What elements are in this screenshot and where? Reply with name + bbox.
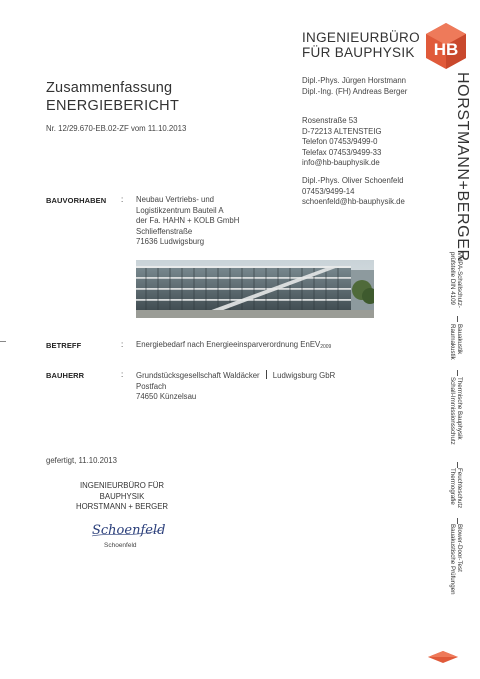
contact-name: Dipl.-Phys. Oliver Schoenfeld [302,176,404,185]
service-3: Thermische Bauphysik Schall-Immissionsschutz [448,377,463,445]
bauvorhaben-line: der Fa. HAHN + KOLB GmbH [136,216,240,225]
address-phone: Telefon 07453/9499-0 [302,137,378,146]
bauherr-line2: Postfach [136,381,167,391]
signature-firm-line2: HORSTMANN + BERGER [75,502,169,511]
service-5: Blower-Door-Test Bauakustische Prüfungen [448,524,463,595]
firm-name [302,30,420,60]
firm-name-line1: INGENIEURBÜRO [302,30,420,45]
partner-1: Dipl.-Phys. Jürgen Horstmann [302,76,406,85]
bauherr-line3: 74650 Künzelsau [136,392,197,401]
betreff-value [136,340,331,353]
building-photo [136,260,374,318]
bauvorhaben-label: BAUVORHABEN [46,196,107,205]
document-reference: Nr. 12/29.670-EB.02-ZF vom 11.10.2013 [46,124,187,133]
signature-script: Schoenfeld [92,523,166,538]
service-divider [457,316,458,322]
hb-logo-icon [424,22,468,70]
signer-name: Schoenfeld [104,542,137,549]
brand-vertical: HORSTMANN+BERGER [454,72,471,262]
handwritten-signature [90,518,170,540]
bauherr-label: BAUHERR [46,371,85,380]
logo-letters: HB [433,40,459,59]
signature-firm [58,481,186,513]
address-block [302,116,382,169]
address-email[interactable]: info@hb-bauphysik.de [302,158,380,167]
signature-firm-line1: INGENIEURBÜRO FÜR BAUPHYSIK [79,481,165,501]
bauvorhaben-line: Neubau Vertriebs- und [136,195,215,204]
bauvorhaben-colon: : [121,195,124,204]
contact-phone: 07453/9499-14 [302,186,355,196]
service-4: Feuchteschutz Thermografie [448,468,463,509]
bauherr-line1 [136,370,335,382]
bauvorhaben-line: 71636 Ludwigsburg [136,237,205,246]
partner-2: Dipl.-Ing. (FH) Andreas Berger [302,86,408,96]
bauvorhaben-line: Logistikzentrum Bauteil A [136,205,224,215]
bauherr-value [136,370,335,403]
fold-mark [0,341,6,342]
contact-person [302,176,405,208]
address-fax: Telefax 07453/9499-33 [302,147,382,157]
firm-name-line2: FÜR BAUPHYSIK [302,45,415,60]
address-street: Rosenstraße 53 [302,116,358,125]
address-city: D-72213 ALTENSTEIG [302,126,382,136]
diamond-icon [427,650,459,664]
betreff-label: BETREFF [46,341,82,350]
bauherr-colon: : [121,370,124,379]
bauherr-name-a: Grundstücksgesellschaft Waldäcker [136,371,260,380]
betreff-colon: : [121,340,124,349]
betreff-subscript: 2009 [320,344,332,350]
service-divider [457,370,458,376]
bauvorhaben-value [136,195,239,248]
prepared-date: gefertigt, 11.10.2013 [46,456,117,465]
bauvorhaben-line: Schlieffenstraße [136,226,193,236]
contact-email[interactable]: schoenfeld@hb-bauphysik.de [302,197,405,206]
partners [302,76,407,97]
betreff-text: Energiebedarf nach Energieeinsparverordnung EnEV [136,340,321,349]
page-mark [427,650,459,664]
bauherr-name-b: Ludwigsburg GbR [272,371,336,380]
hb-logo [424,22,468,70]
service-1: VMPA-Schallschutz- prüfstelle DIN 4109 [448,252,463,308]
bauherr-divider [266,370,267,379]
document-title-line1: Zusammenfassung [46,80,173,96]
service-2: Bauakustik Raumakustik [448,324,463,360]
document-title-line2: ENERGIEBERICHT [46,98,180,114]
